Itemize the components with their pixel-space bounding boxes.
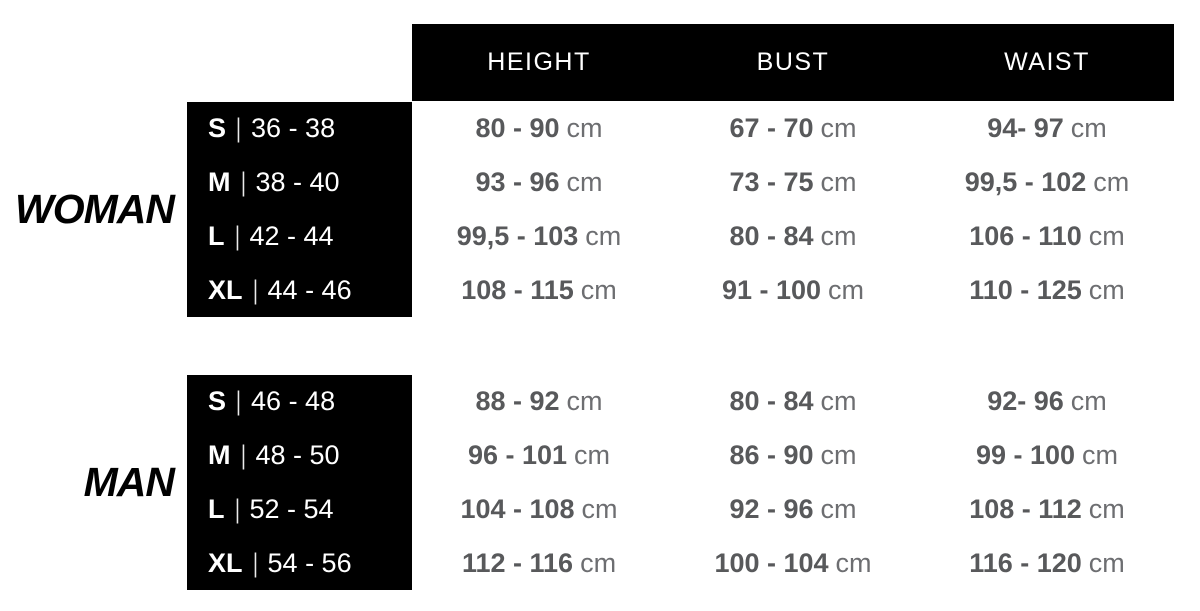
value-range: 88 - 92: [475, 386, 560, 417]
value-range: 92- 96: [987, 386, 1064, 417]
value-man-m-waist: [920, 440, 1174, 471]
size-separator: |: [240, 167, 246, 198]
value-unit: cm: [566, 386, 603, 417]
size-letter: S: [208, 386, 227, 417]
value-woman-xl-waist: [920, 275, 1174, 306]
size-row-woman-s: [187, 113, 412, 144]
value-range: 99,5 - 103: [456, 220, 579, 251]
size-letter: L: [208, 220, 225, 251]
value-woman-xl-bust: [666, 275, 920, 306]
value-range: 99 - 100: [975, 440, 1076, 471]
value-unit: cm: [828, 274, 865, 305]
size-row-man-m: [187, 440, 412, 471]
size-eu-range: 52 - 54: [249, 493, 334, 524]
value-range: 80 - 90: [475, 113, 560, 144]
value-unit: cm: [1088, 220, 1125, 251]
value-unit: cm: [1088, 547, 1125, 578]
value-range: 106 - 110: [969, 220, 1082, 251]
woman-size-box: [187, 102, 412, 317]
value-woman-s-height: [412, 113, 666, 144]
value-range: 92 - 96: [729, 493, 814, 524]
value-range: 80 - 84: [729, 386, 814, 417]
value-range: 86 - 90: [729, 440, 814, 471]
value-unit: cm: [566, 167, 603, 198]
value-range: 94- 97: [987, 113, 1064, 144]
value-range: 99,5 - 102: [964, 167, 1087, 198]
value-unit: cm: [820, 167, 857, 198]
value-woman-m-waist: [920, 167, 1174, 198]
column-header-height: HEIGHT: [487, 48, 591, 76]
size-row-man-xl: [187, 548, 412, 579]
size-eu-range: 36 - 38: [251, 113, 336, 144]
size-letter: M: [208, 440, 231, 471]
size-separator: |: [252, 547, 258, 578]
value-range: 104 - 108: [460, 493, 575, 524]
value-woman-s-waist: [920, 113, 1174, 144]
value-woman-l-height: [412, 221, 666, 252]
woman-section: [0, 102, 1200, 317]
value-range: 67 - 70: [729, 113, 814, 144]
value-range: 91 - 100: [721, 274, 822, 305]
size-eu-range: 46 - 48: [251, 386, 336, 417]
value-woman-m-height: [412, 167, 666, 198]
table-header: [412, 24, 1174, 101]
size-separator: |: [234, 220, 240, 251]
value-man-xl-height: [412, 548, 666, 579]
size-separator: |: [234, 493, 240, 524]
value-man-l-height: [412, 494, 666, 525]
size-row-man-s: [187, 386, 412, 417]
value-range: 116 - 120: [969, 547, 1082, 578]
size-eu-range: 42 - 44: [249, 220, 334, 251]
man-size-box: [187, 375, 412, 590]
value-unit: cm: [574, 440, 611, 471]
value-unit: cm: [1070, 386, 1107, 417]
value-woman-xl-height: [412, 275, 666, 306]
value-range: 96 - 101: [467, 440, 568, 471]
value-unit: cm: [585, 220, 622, 251]
value-unit: cm: [820, 493, 857, 524]
value-man-l-bust: [666, 494, 920, 525]
column-header-bust: BUST: [756, 48, 830, 76]
woman-values: [412, 102, 1174, 317]
size-letter: L: [208, 493, 225, 524]
value-unit: cm: [820, 220, 857, 251]
size-eu-range: 48 - 50: [255, 440, 340, 471]
woman-label: WOMAN: [15, 186, 174, 232]
size-letter: M: [208, 167, 231, 198]
value-unit: cm: [580, 274, 617, 305]
value-unit: cm: [566, 113, 603, 144]
value-range: 110 - 125: [969, 274, 1082, 305]
value-man-xl-waist: [920, 548, 1174, 579]
value-unit: cm: [1088, 274, 1125, 305]
value-woman-m-bust: [666, 167, 920, 198]
size-letter: XL: [208, 274, 243, 305]
size-row-woman-m: [187, 167, 412, 198]
value-range: 108 - 112: [969, 493, 1082, 524]
value-unit: cm: [1088, 493, 1125, 524]
value-woman-l-waist: [920, 221, 1174, 252]
size-letter: XL: [208, 547, 243, 578]
value-unit: cm: [1093, 167, 1130, 198]
size-separator: |: [236, 113, 241, 144]
value-range: 73 - 75: [729, 167, 814, 198]
size-eu-range: 38 - 40: [255, 167, 340, 198]
size-row-man-l: [187, 494, 412, 525]
value-range: 93 - 96: [475, 167, 560, 198]
size-eu-range: 44 - 46: [267, 274, 352, 305]
value-unit: cm: [1070, 113, 1107, 144]
value-range: 108 - 115: [461, 274, 574, 305]
value-unit: cm: [835, 547, 872, 578]
value-unit: cm: [580, 547, 617, 578]
value-range: 112 - 116: [461, 547, 574, 578]
value-man-m-bust: [666, 440, 920, 471]
man-values: [412, 375, 1174, 590]
value-woman-l-bust: [666, 221, 920, 252]
value-unit: cm: [820, 113, 857, 144]
value-man-s-waist: [920, 386, 1174, 417]
column-header-waist: WAIST: [1004, 48, 1090, 76]
size-separator: |: [236, 386, 241, 417]
value-unit: cm: [1082, 440, 1119, 471]
size-letter: S: [208, 113, 227, 144]
size-row-woman-l: [187, 221, 412, 252]
size-eu-range: 54 - 56: [267, 547, 352, 578]
size-row-woman-xl: [187, 275, 412, 306]
value-range: 100 - 104: [714, 547, 829, 578]
value-woman-s-bust: [666, 113, 920, 144]
value-range: 80 - 84: [729, 220, 814, 251]
size-separator: |: [240, 440, 246, 471]
value-man-s-bust: [666, 386, 920, 417]
value-man-xl-bust: [666, 548, 920, 579]
value-unit: cm: [820, 386, 857, 417]
value-unit: cm: [581, 493, 618, 524]
man-label: MAN: [83, 459, 174, 505]
value-man-m-height: [412, 440, 666, 471]
value-man-s-height: [412, 386, 666, 417]
size-separator: |: [252, 274, 258, 305]
value-unit: cm: [820, 440, 857, 471]
man-section: [0, 375, 1200, 590]
value-man-l-waist: [920, 494, 1174, 525]
